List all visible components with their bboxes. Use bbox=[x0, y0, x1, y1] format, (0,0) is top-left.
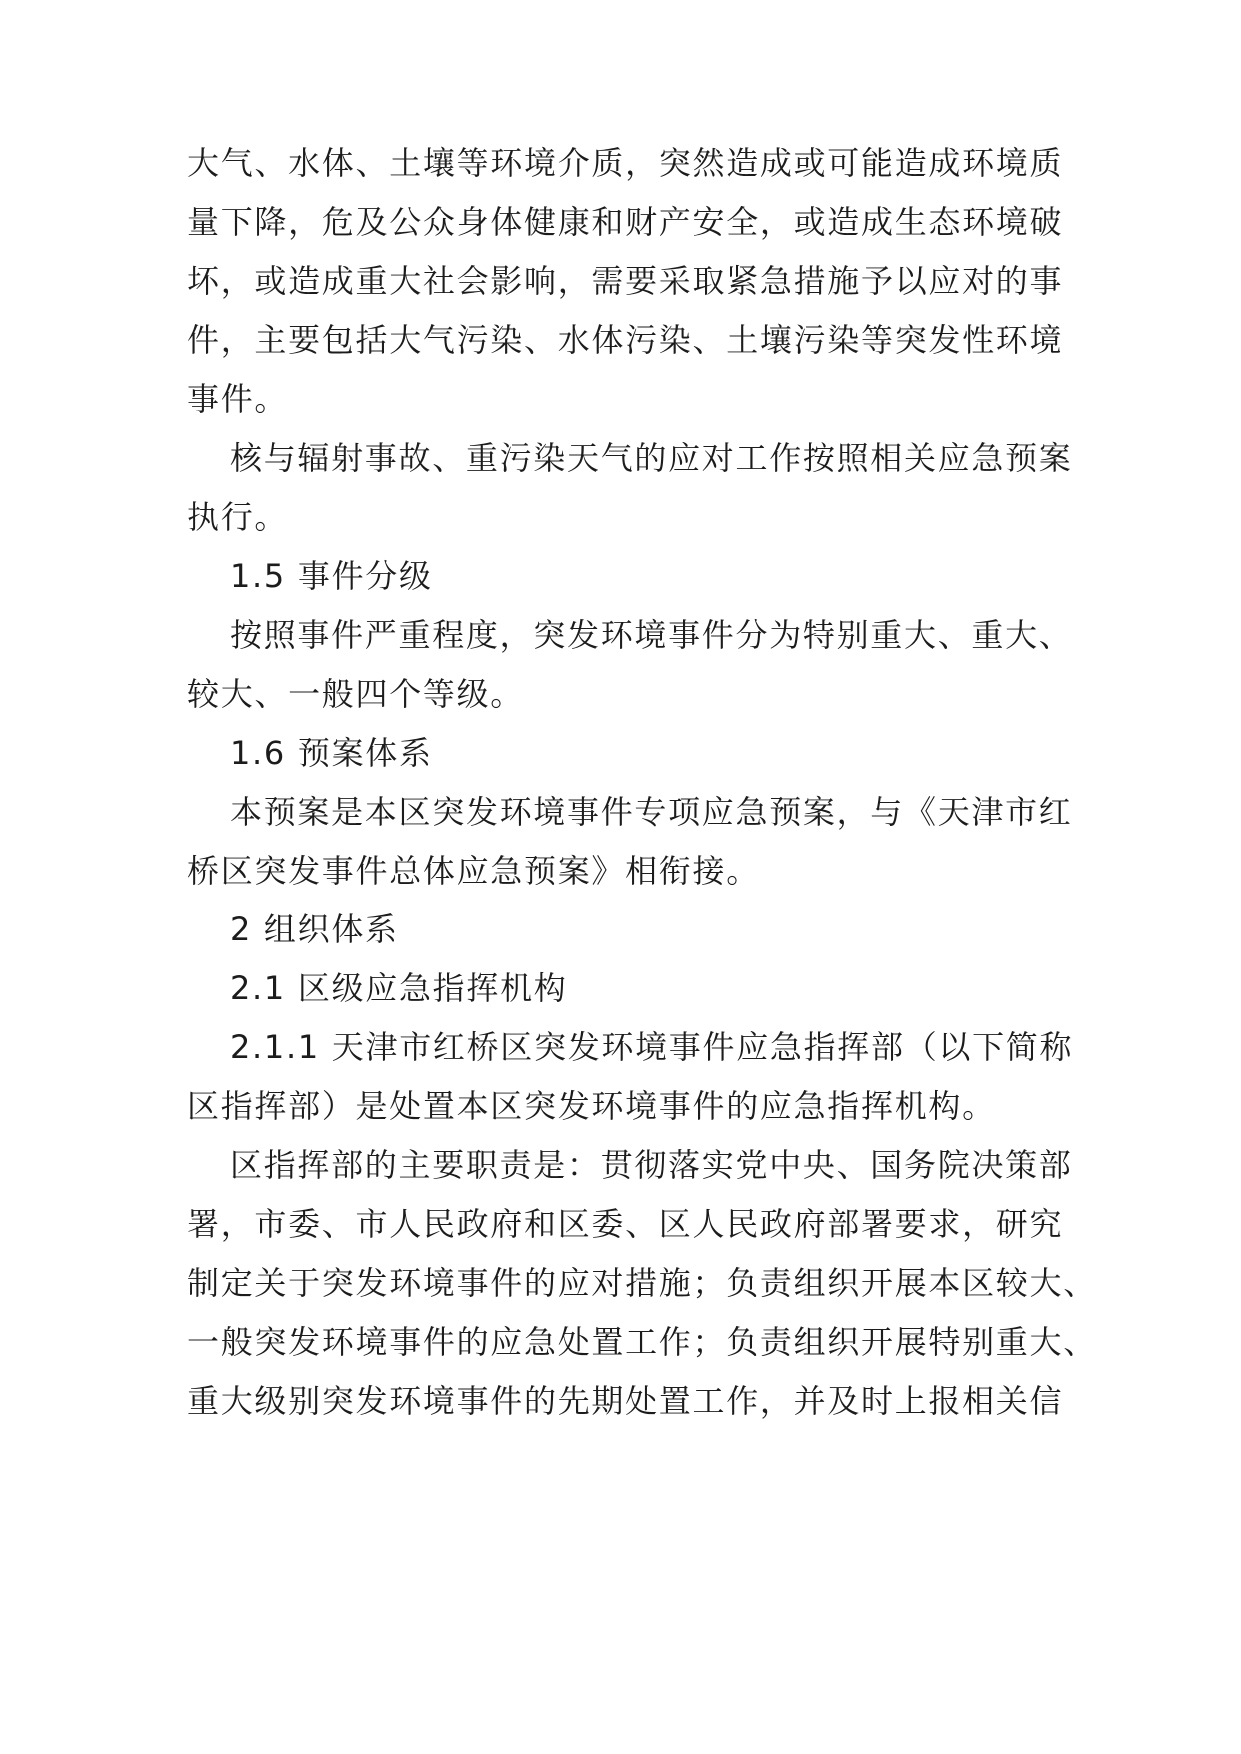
body-text-line: 执行。 bbox=[187, 498, 289, 536]
paragraph-first-line: 2.1.1 天津市红桥区突发环境事件应急指挥部（以下简称 bbox=[230, 1028, 1074, 1066]
body-text-line: 署，市委、市人民政府和区委、区人民政府部署要求，研究 bbox=[187, 1205, 1064, 1243]
body-text-line: 较大、一般四个等级。 bbox=[187, 675, 525, 713]
body-text-line: 重大级别突发环境事件的先期处置工作，并及时上报相关信 bbox=[187, 1382, 1064, 1420]
paragraph-first-line: 核与辐射事故、重污染天气的应对工作按照相关应急预案 bbox=[230, 439, 1073, 477]
section-heading-1-5: 1.5 事件分级 bbox=[230, 557, 433, 595]
body-text-line: 件，主要包括大气污染、水体污染、土壤污染等突发性环境 bbox=[187, 321, 1064, 359]
body-text-line: 一般突发环境事件的应急处置工作；负责组织开展特别重大、 bbox=[187, 1323, 1097, 1361]
body-text-line: 区指挥部）是处置本区突发环境事件的应急指挥机构。 bbox=[187, 1087, 996, 1125]
section-heading-2-1: 2.1 区级应急指挥机构 bbox=[230, 969, 568, 1007]
section-heading-2: 2 组织体系 bbox=[230, 910, 399, 948]
body-text-line: 坏，或造成重大社会影响，需要采取紧急措施予以应对的事 bbox=[187, 262, 1064, 300]
paragraph-first-line: 按照事件严重程度，突发环境事件分为特别重大、重大、 bbox=[230, 616, 1073, 654]
body-text-line: 事件。 bbox=[187, 380, 289, 418]
body-text-line: 制定关于突发环境事件的应对措施；负责组织开展本区较大、 bbox=[187, 1264, 1097, 1302]
body-text-line: 桥区突发事件总体应急预案》相衔接。 bbox=[187, 852, 760, 890]
paragraph-first-line: 本预案是本区突发环境事件专项应急预案，与《天津市红 bbox=[230, 793, 1073, 831]
body-text-line: 量下降，危及公众身体健康和财产安全，或造成生态环境破 bbox=[187, 203, 1064, 241]
body-text-line: 大气、水体、土壤等环境介质，突然造成或可能造成环境质 bbox=[187, 144, 1064, 182]
section-heading-1-6: 1.6 预案体系 bbox=[230, 734, 433, 772]
paragraph-first-line: 区指挥部的主要职责是：贯彻落实党中央、国务院决策部 bbox=[230, 1146, 1073, 1184]
